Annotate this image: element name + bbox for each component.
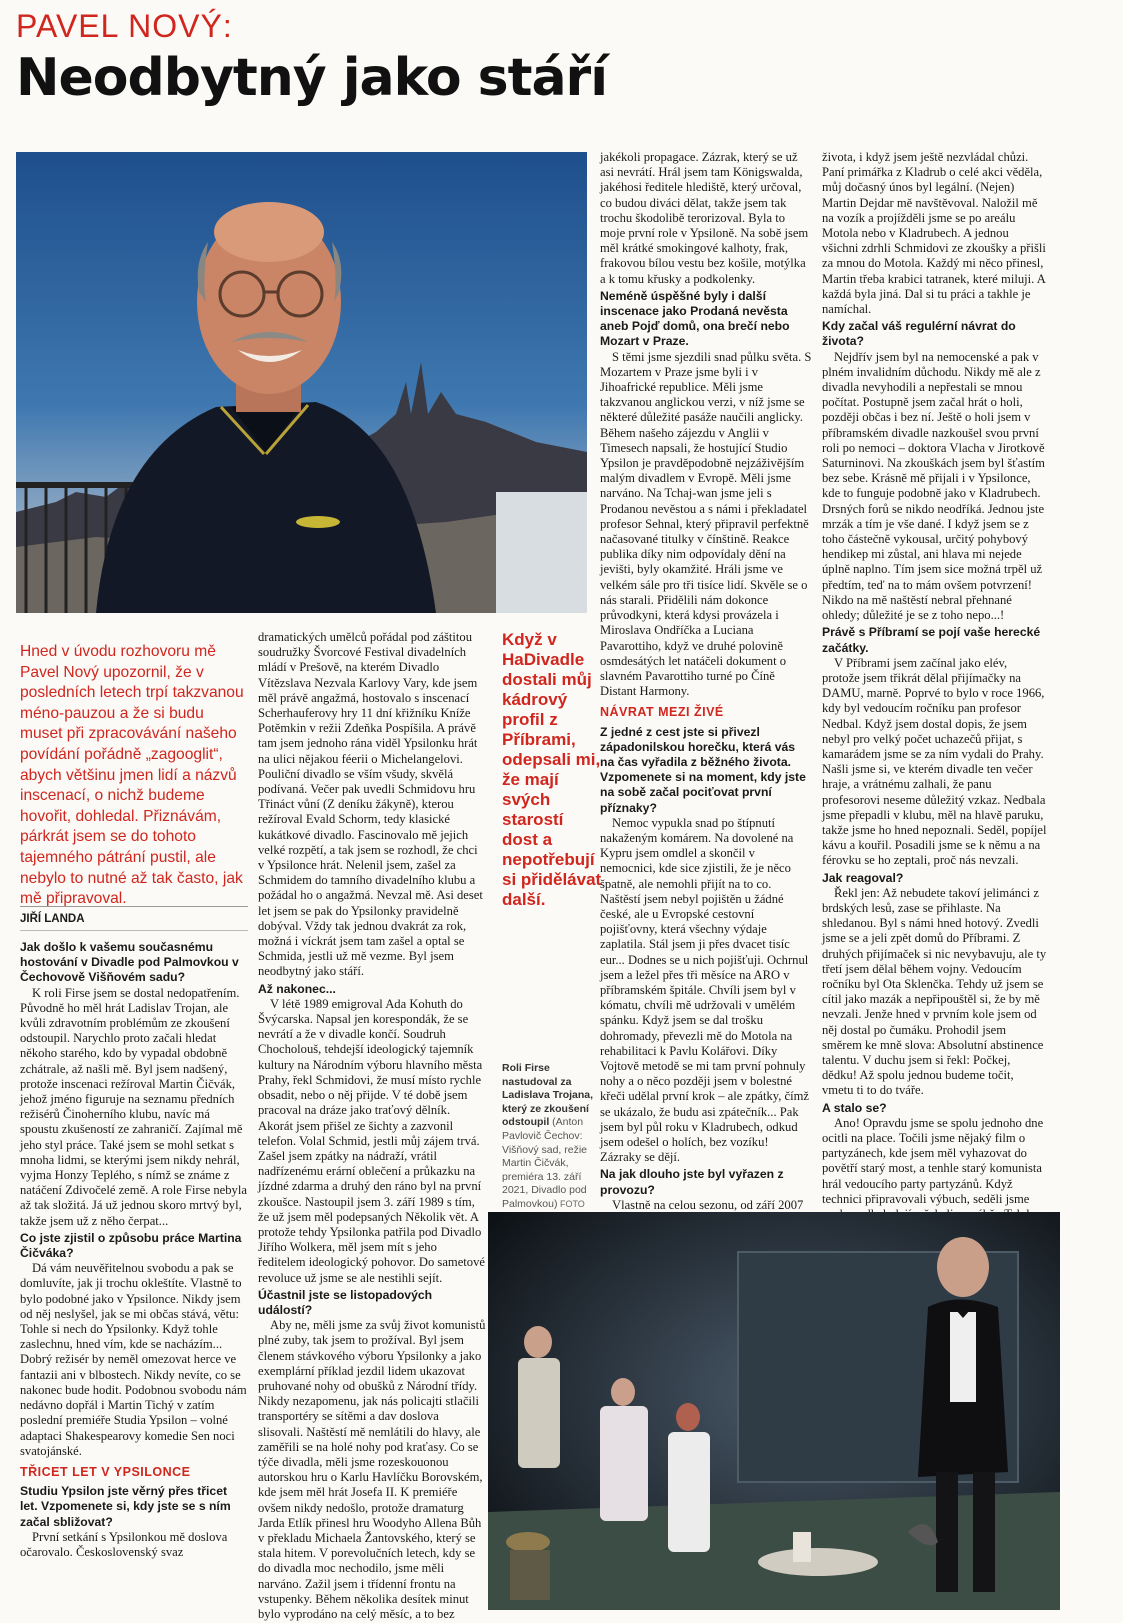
question: Jak reagoval? [822, 870, 904, 885]
question: Jak došlo k vašemu současnému hostování v Divadle pod Palmovkou v Čechovově Višňovém sadu? [20, 940, 239, 985]
question: Studiu Ypsilon jste věrný přes třicet let. Vzpomenete si, kdy jste se s ním začal sbližovat? [20, 1484, 231, 1529]
photo-caption [502, 1062, 602, 1225]
column-1 [20, 938, 248, 1560]
lead-paragraph: Hned v úvodu rozhovoru mě Pavel Nový upozornil, že v posledních letech trpí takzvanou méno-pauzou a že si budu muset při zpracovávání našeho povídání pořádně „zagooglit“, abych většinu jmen lidí a názvů inscenací, o nichž budeme hovořit, dohledal. Přiznávám, párkrát jsem se do tohoto tajemného pátrání pustil, ale nebylo to nutné až tak často, jak mě připravoval. [20, 643, 244, 908]
question: Neméně úspěšné byly i další inscenace jako Prodaná nevěsta aneb Pojď domů, ona brečí nebo Mozart v Praze. [600, 288, 790, 349]
column-4 [822, 150, 1048, 1283]
answer-paragraph: Dá vám neuvěřitelnou svobodu a pak se domluvíte, jak ji trochu okleštíte. Vlastně to bylo podobné jako v Ypsilonce. Nikdy jsem od něj neslyšel, jak se mi občas stává, větu: Tohle si nech do Ypsilonky. Když tohle zaslechnu, hned vím, kde se nacházím... Dobrý režisér by neměl omezovat herce ve fantazii ani v blbostech. Nikdy nevíte, co se nakonec bude hodit. Podobnou svobodu nám nedávno dopřál i Martin Tichý v zatím poslední premiéře Studia Ypsilon – volné adaptaci Shakespearovy komedie Sen noci svatojánské. [20, 1261, 247, 1458]
section-heading: NÁVRAT MEZI ŽIVÉ [600, 705, 724, 720]
lead-divider [20, 930, 248, 931]
answer-paragraph: jakékoli propagace. Zázrak, který se už asi nevrátí. Hrál jsem tam Königswalda, jakéhosi ředitele hlediště, který určoval, co budou diváci dělat, takže jsem tak trochu škodolibě terorizoval. Byla to moje první role v Ypsiloně. Na sobě jsem měl krátké smokingové kalhoty, frak, frakovou bílou vestu bez košile, motýlka a k tomu křusky a podkolenky. [600, 150, 809, 286]
answer-paragraph: Nemoc vypukla snad po štípnutí nakaženým komárem. Na dovolené na Kypru jsem omdlel a skončil v nemocnici, kde sice zjistili, že je něco špatně, ale nemohli přijít na to co. Naštěstí jsem nebyl pojištěn u žádné české, ale u Evropské cestovní pojišťovny, která všechny výdaje zaplatila. Stál jsem ji přes dvacet tisíc eur... Dodnes se u nich pojišťuji. Ochrnul jsem a ležel přes tři měsíce na ARO v příbramském špitále. Chvíli jsem byl v kómatu, chvíli mě udržovali v umělém spánku. Když jsem se dal trošku dohromady, převezli mě do Motola na rehabilitaci k Pavlu Kolářovi. Díky Vojtově metodě se mi tam první pohnuly nohy a o něco později jsem v bolestné křeči udělal první krok – ale zpátky, čímž se ukázalo, že budu asi zpátečník... Pak jsem byl půl roku v Kladrubech, odkud jsem odešel o holích, bez vozíku! Zázraky se dějí. [600, 815, 809, 1165]
question: Až nakonec... [258, 981, 336, 996]
question: Kdy začal váš regulérní návrat do života? [822, 319, 1016, 349]
caption-lead: Roli Firse nastudoval za Ladislava Trojana, který ze zkoušení odstoupil [502, 1062, 594, 1129]
photo-credit: FOTO JIŘÍ HRUBEŠ [573, 542, 580, 607]
question: Na jak dlouho jste byl vyřazen z provozu? [600, 1167, 784, 1197]
answer-paragraph: Nejdřív jsem byl na nemocenské a pak v plném invalidním důchodu. Nikdy mě ale z divadla nevyhodili a nepřestali se mnou počítat. Postupně jsem začal hrát o holi, později občas i bez ní. Ještě o holi jsem v příbramském divadle nazkoušel svou první roli po nemoci – doktora Vlacha v Jirotkově Saturninovi. Na zkouškách jsem byl šťastím bez sebe. Krásně mě přijali i v Ypsilonce, kde to funguje podobně jako v Kladrubech. Drsných forů se nikdo neodříká. Jednou jste mrzák a tím je vše dané. I když jsem se z toho částečně vykousal, určitý pohybový hendikep mi zůstal, ani hlava mi nejede úplně naplno. Tím jsem sice možná trpěl už předtím, teď na to mám ovšem potvrzení! Nikdo na mě naštěstí nebral přehnané ohledy; důležité je se z toho nepo...! [822, 349, 1045, 623]
question: Z jedné z cest jste si přivezl západonilskou horečku, která vás na čas vyřadila z běžného života. Vzpomenete si na moment, kdy jste na sobě začal pociťovat první příznaky? [600, 724, 806, 815]
author-byline: JIŘÍ LANDA [20, 906, 248, 925]
answer-paragraph: S těmi jsme sjezdili snad půlku světa. S Mozartem v Praze jsme byli i v Jihoafrické republice. Měli jsme takzvanou anglickou verzi, v níž jsme se některé důležité pasáže naučili anglicky. Během našeho zájezdu v Anglii v Timesech napsali, že hostující Studio Ypsilon je pravděpodobně nejzáživějším malým divadlem v Evropě. Měli jsme narváno. Na Tchaj-wan jsme jeli s Prodanou nevěstou a s námi i překladatel profesor Sehnal, který připravil perfektně načasované titulky v čínštině. Reakce publika díky nim odpovídaly dění na jevišti, byly okamžité. Hráli jsme ve velkém sále pro tři tisíce lidí. Skvěle se o nás starali. Přidělili nám dokonce průvodkyni, která kdysi provázela i Miroslava Ondříčka a Luciana Pavarottiho, když ve druhé polovině osmdesátých let natáčeli dokument o slavném Pavarottiho turné po Číně Distant Harmony. [600, 349, 812, 699]
caption-credit: FOTO [559, 1198, 585, 1209]
answer-paragraph: života, i když jsem ještě nezvládal chůzi. Paní primářka z Kladrub o celé akci věděla, můj dočasný únos byl legální. (Nejen) Martin Dejdar mě navštěvoval. Naložil mě na vozík a projížděli jsme se po areálu Motola nebo v Kladrubech. A jednou všichni zdrhli Schmidovi ze zkoušky a přišli za mnou do Motola. Každý mi něco přinesl, Martin třeba krabici tatranek, které miluji. A každá byla jiná. Dal si tu práci a takhle je namíchal. [822, 150, 1046, 317]
question: Účastnil jste se listopadových událostí? [258, 1287, 433, 1317]
question: Co jste zjistil o způsobu práce Martina Čičváka? [20, 1230, 242, 1261]
answer-paragraph: V Příbrami jsem začínal jako elév, protože jsem třikrát dělal přijímačky na DAMU, marně. Poprvé to bylo v roce 1966, kdy byl vedoucím ročníku pan profesor Nedbal. Když jsem dostal dopis, že jsem nebyl pro velký počet uchazečů přijat, s kamarádem jsme se za ním vydali do Prahy. Našli jsme si, ve kterém divadle ten večer hraje, a vrátnému zalhali, že panu profesorovi neseme důležitý vzkaz. Nedbala jsme přepadli v klubu, měl na hlavě paruku, takže jsme ho hned nepoznali. Seděl, popíjel kávu a kouřil. Posadili jsme se k němu a na férovku se ho zeptali, proč nás nevzali. [822, 655, 1047, 868]
section-heading: TŘICET LET V YPSILONCE [20, 1464, 191, 1479]
question: Právě s Příbramí se pojí vaše herecké začátky. [822, 625, 1041, 655]
pull-quote: Když v HaDivadle dostali můj kádrový profil z Příbrami, odepsali mi, že mají svých starostí dost a nepotřebují si přidělávat další. [502, 630, 602, 909]
kicker: PAVEL NOVÝ: [16, 8, 233, 44]
answer-paragraph: Ano! Opravdu jsme se spolu jednoho dne ocitli na place. Točili jsme nějaký film o partyzánech, kde jsem měl vyhazovat do povětří starý most, a tenhle starý komunista hrál vedoucího party partyzánů. Když technici připravovali výbuch, seděli jsme [822, 1115, 1044, 1206]
portrait-photo [16, 152, 587, 613]
answer-paragraph: První setkání s Ypsilonkou mě doslova očarovalo. Československý svaz [20, 1529, 228, 1559]
answer-paragraph: Řekl jen: Až nebudete takoví jelimánci z brdských lesů, zase se přihlaste. Na shledanou. Byl s námi hned hotový. Zvedli jsme se a jeli zpět domů do Příbrami. Z druhých přijímaček si nic nevybavuju, ale ty třetí jsem dělal během vojny. Vedoucím ročníku byl Ota Sklenčka. Tehdy už jsem se cítil jako mazák a nepřipouštěl si, že by mě nevzali. Jenže hned v prvním kole jsem od něj dostal po čumáku. Prohodil jsem směrem ke mně slova: Absolutní abstinence talentu. V duchu jsem si řekl: Počkej, dědku! Až spolu jednou budeme točit, vmetu ti to do tváře. [822, 885, 1047, 1098]
answer-paragraph: Vlastně na celou sezonu, od září 2007 [612, 1197, 804, 1212]
headline: Neodbytný jako stáří [16, 48, 608, 108]
stage-photo [488, 1212, 1060, 1610]
answer-paragraph: Aby ne, měli jsme za svůj život komunistů plné zuby, tak jsem to prožíval. Byl jsem členem stávkového výboru Ypsilonky a jako exemplární příklad jezdil lidem ukazovat pruhované nohy od obušků z Národní třídy. Nikdy nezapomenu, jak nás policajti stlačili transportéry se sítěmi a dav doslova slisovali. Naštěstí mě nemlátili do hlavy, ale zaměřili se na holé nohy pod kraťasy. Co se týče divadla, měli jsme rozeskouonou autorskou hru o Karlu Havlíčku Borovském, kde jsem měl hrát Josefa II. K premiéře ovšem nikdy nedošlo, protože dramaturg Jarda Etlík přinesl hru Woodyho Allena Bůh v překladu Michaela Žantovského, který se stala hitem. V porevolučních letech, kdy se do divadla moc nechodilo, jsme měli narváno. Zažil jsem i třídenní frontu na vstupenky. Během několika desítek minut bylo vyprodáno na celý měsíc, a to bez [258, 1318, 486, 1621]
question: A stalo se? [822, 1100, 887, 1115]
answer-paragraph: dramatických umělců pořádal pod záštitou soudružky Švorcové Festival divadelních mládí v Prešově, na kterém Divadlo Vítězslava Nezvala Karlovy Vary, kde jsem měl právě angažmá, hostovalo s inscenací Scherhauferovy hry 11 dní křižníku Kníže Potěmkin v režii Zdeňka Pospíšila. A právě tam jsem jednoho rána viděl Ypsilonku hrát na ulici nějakou féerii o Michelangelovi. Pouliční divadlo se vším všudy, skvělá podívaná. Večer pak uvedli Schmidovu hru Třináct vůní (Z deníku žákyně), kterou režíroval Evald Schorm, tedy klasické kukátkové divadlo. Fascinovalo mě jejich velké rozpětí, a tak jsem se rozhodl, že chci v Ypsilonce hrát. Nelenil jsem, zašel za Schmidem do tamního divadelního klubu a požádal ho o angažmá. Nevzal mě. Asi deset let jsem se pak do Ypsilonky pravidelně dobýval. Vždy tak jednou dvakrát za rok, možná i víckrát jsem tam zašel a optal se Schmida, jestli už mě vezme. Byl jsem neodbytný jako stáří. [258, 630, 483, 979]
answer-paragraph: K roli Firse jsem se dostal nedopatřením. Původně ho měl hrát Ladislav Trojan, ale kvůli zdravotním problémům ze zkoušení odstoupil. Narychlo proto začali hledat někoho starého, kdo by vypadal obdobně zchátrale, až našli mě. Byl jsem nadšený, protože inscenaci režíroval Martin Čičvák, jehož jméno figuruje na seznamu předních režisérů Činoherního klubu, navíc má spoustu zkušeností ze zahraničí. Zajímal mě jeho styl práce. Také jsem se mohl setkat s mnoha lidmi, se kterými jsem nikdy nehrál, vyjma Honzy Teplého, s nímž se známe z natáčení Zdivočelé země. A role Firse nebyla až tak složitá. Já už jednou skoro mrtvý byl, takže jsem už z něho čerpat... [20, 985, 247, 1228]
answer-paragraph: V létě 1989 emigroval Ada Kohuth do Švýcarska. Napsal jen korespondák, že se nevrátí a že v divadle končí. Soudruh Chocholouš, tehdejší ideologický tajemník kultury na Národním výboru hlavního města Prahy, řekl Schmidovi, že musí místo rychle obsadit, nebo o něj přijde. V té době jsem pracoval na dráze jako traťový dělník. Akorát jsem přišel ze šichty a zazvonil telefon. Volal Schmid, jestli můj zájem trvá. Zašel jsem zpátky na nádraží, vrátil nadřízenému erární oblečení a průkazku na jízdné zdarma a druhý den ráno byl na první zkoušce. Nastoupil jsem 3. září 1989 s tím, že už jsem měl podepsaných Několik vět. A protože tehdy Ypsilonka patřila pod Divadlo Jiřího Wolkera, měl jsem mít s jeho ředitelem ideologický pohovor. Do sametové revoluce už jsme se ale nestihli sejít. [258, 996, 485, 1285]
column-3 [600, 150, 812, 1365]
column-2 [258, 630, 486, 1622]
caption-text: (Anton Pavlovič Čechov: Višňový sad, režie Martin Čičvák, premiéra 13. září 2021, Divadlo pod Palmovkou) [502, 1116, 588, 1210]
